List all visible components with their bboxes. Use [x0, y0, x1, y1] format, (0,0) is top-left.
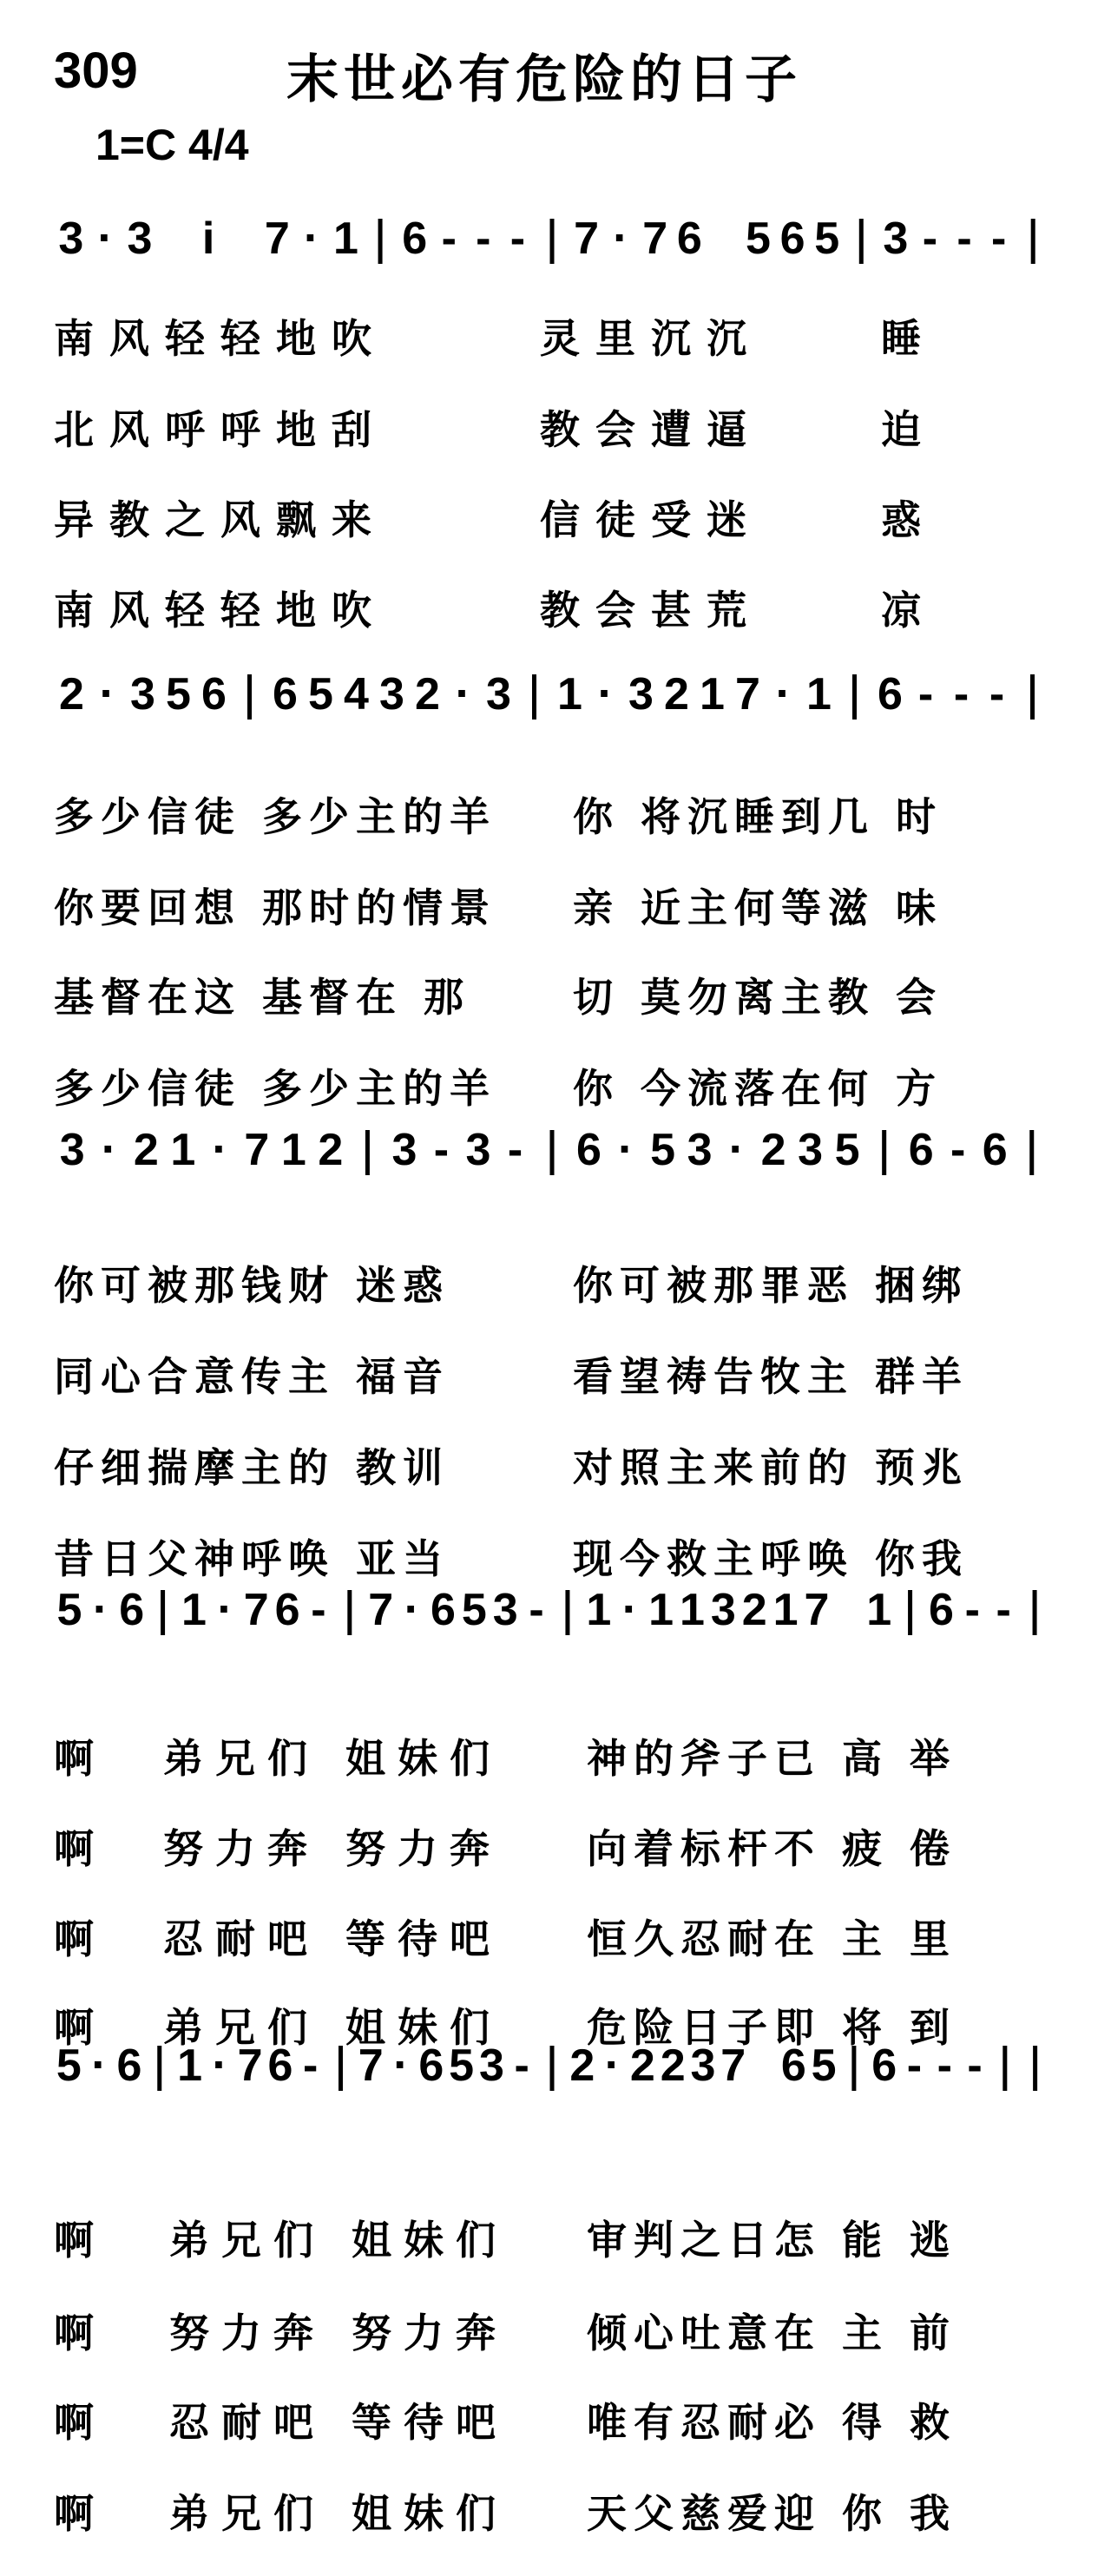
lyric-line	[0, 1057, 1111, 1112]
lyric-phrase: 啊	[54, 2490, 109, 2537]
note-glyph: 6	[402, 214, 428, 264]
lyric-phrase: 恒久忍耐在 主 里	[587, 1916, 957, 1962]
lyric-phrase: 啊	[54, 2004, 109, 2051]
note-glyph: ·	[91, 2039, 108, 2091]
lyric-phrase: 努力奔 努力奔	[163, 1825, 503, 1872]
note-glyph: 1	[648, 1585, 674, 1635]
note-glyph: 2	[760, 1125, 786, 1175]
note-glyph: 1	[866, 1585, 892, 1635]
lyric-phrase: 啊	[54, 2217, 109, 2264]
sustain-dash: -	[996, 1585, 1011, 1635]
note-glyph: 7	[735, 669, 760, 720]
lyric-phrase: 睡	[881, 315, 937, 362]
sustain-dash: -	[441, 214, 457, 264]
note-glyph: 1	[181, 1585, 207, 1635]
note-glyph: 5	[746, 214, 771, 264]
lyric-phrase: 多少信徒 多少主的羊	[54, 1065, 497, 1112]
lyric-phrase: 亲 近主何等滋 味	[573, 884, 943, 931]
lyric-phrase: 凉	[881, 587, 937, 634]
note-glyph: 3	[130, 669, 155, 720]
note-glyph: 3	[127, 214, 153, 264]
note-glyph: 1	[700, 669, 725, 720]
lyric-phrase: 弟兄们 姐妹们	[163, 2004, 503, 2051]
note-glyph: 3	[391, 1125, 417, 1175]
note-glyph: ·	[775, 667, 792, 720]
note-glyph: 1	[170, 1125, 196, 1175]
lyric-phrase: 对照主来前的 预兆	[573, 1444, 970, 1491]
lyric-phrase: 基督在这 基督在 那	[54, 974, 471, 1021]
lyric-line	[0, 1817, 1111, 1870]
lyric-phrase: 多少信徒 多少主的羊	[54, 793, 497, 840]
lyric-phrase: 啊	[54, 1735, 109, 1782]
sustain-dash: -	[964, 1585, 980, 1635]
note-glyph: 2	[664, 669, 689, 720]
lyric-line	[0, 2391, 1111, 2446]
lyric-line	[0, 489, 1111, 541]
sustain-dash: -	[514, 2040, 529, 2091]
notation-svg-2	[0, 647, 1111, 751]
lyric-line	[0, 1436, 1111, 1491]
lyric-phrase: 昔日父神呼唤 亚当	[54, 1535, 450, 1582]
note-glyph: 6	[273, 669, 298, 720]
note-glyph: 7	[243, 1585, 269, 1635]
note-glyph: 5	[308, 669, 333, 720]
note-glyph: 6	[267, 2040, 293, 2091]
note-glyph: ·	[212, 2039, 228, 2091]
lyric-line	[0, 307, 1111, 362]
sustain-dash: -	[433, 1125, 450, 1175]
note-glyph: 3	[486, 669, 511, 720]
note-glyph: ·	[92, 1583, 108, 1635]
sustain-dash: -	[953, 669, 970, 720]
note-glyph: 7	[574, 214, 600, 264]
lyric-phrase: 审判之日怎 能 逃	[587, 2217, 957, 2264]
lyric-line	[0, 2209, 1111, 2264]
note-glyph: 3	[478, 2040, 504, 2091]
note-glyph: ·	[212, 1123, 228, 1175]
note-glyph: 1	[557, 669, 582, 720]
note-glyph: 4	[344, 669, 369, 720]
sustain-dash: -	[509, 214, 526, 264]
sustain-dash: -	[967, 2040, 983, 2091]
note-glyph: 5	[461, 1585, 487, 1635]
note-glyph: 6	[908, 1125, 934, 1175]
lyric-phrase: 啊	[54, 2399, 109, 2446]
lyric-phrase: 迫	[881, 406, 937, 453]
lyric-line	[0, 579, 1111, 634]
lyric-phrase: 啊	[54, 1916, 109, 1962]
note-glyph: ·	[393, 2039, 410, 2091]
note-glyph: 5	[166, 669, 191, 720]
note-glyph: 7	[368, 1585, 394, 1635]
note-glyph: 2	[133, 1125, 159, 1175]
note-glyph: 5	[650, 1125, 676, 1175]
lyric-phrase: 唯有忍耐必 得 救	[587, 2399, 957, 2446]
lyric-phrase: 你 今流落在何 方	[573, 1065, 943, 1112]
note-glyph: ·	[97, 212, 114, 264]
note-glyph: 6	[878, 669, 903, 720]
notation-line-3	[0, 1102, 1111, 1206]
note-glyph: 7	[642, 214, 668, 264]
note-glyph: 6	[928, 1585, 954, 1635]
lyric-phrase: 弟兄们 姐妹们	[169, 2490, 509, 2537]
lyric-phrase: 仔细揣摩主的 教训	[54, 1444, 450, 1491]
lyric-phrase: 你要回想 那时的情景	[54, 884, 497, 931]
note-glyph: ·	[728, 1123, 745, 1175]
lyric-phrase: 忍耐吧 等待吧	[163, 1916, 503, 1962]
note-glyph: 2	[59, 669, 84, 720]
note-glyph: ·	[618, 1123, 634, 1175]
note-glyph: 2	[318, 1125, 344, 1175]
notation-svg-3	[0, 1102, 1111, 1206]
lyric-line	[0, 1345, 1111, 1400]
note-glyph: 5	[811, 2040, 837, 2091]
sustain-dash: -	[950, 1125, 966, 1175]
note-glyph: 6	[274, 1585, 300, 1635]
lyric-phrase: 你 将沉睡到几 时	[573, 793, 943, 840]
lyric-phrase: 看望祷告牧主 群羊	[573, 1353, 970, 1400]
lyric-line	[0, 2302, 1111, 2354]
lyric-phrase: 信徒受迷	[540, 496, 762, 543]
note-glyph: 3	[687, 1125, 713, 1175]
note-glyph: 5	[834, 1125, 860, 1175]
lyric-phrase: 教会甚荒	[540, 587, 762, 634]
note-glyph: 3	[690, 2040, 716, 2091]
note-glyph: 7	[720, 2040, 746, 2091]
note-glyph: 5	[56, 2040, 82, 2091]
notation-line-2	[0, 647, 1111, 751]
sustain-dash: -	[507, 1125, 523, 1175]
note-glyph: 3	[59, 1125, 85, 1175]
note-glyph: 6	[871, 2040, 897, 2091]
note-glyph: i	[201, 214, 215, 264]
lyric-line	[0, 1528, 1111, 1580]
lyric-phrase: 啊	[54, 2310, 109, 2356]
sustain-dash: -	[957, 214, 972, 264]
lyric-phrase: 啊	[54, 1825, 109, 1872]
lyric-line	[0, 785, 1111, 838]
sustain-dash: -	[990, 214, 1007, 264]
lyric-phrase: 同心合意传主 福音	[54, 1353, 450, 1400]
sustain-dash: -	[906, 2040, 923, 2091]
lyric-phrase: 惑	[881, 496, 937, 543]
note-glyph: ·	[455, 667, 471, 720]
lyric-phrase: 北风呼呼地刮	[54, 406, 387, 453]
note-glyph: 2	[629, 2040, 655, 2091]
lyric-phrase: 灵里沉沉	[540, 315, 762, 362]
note-glyph: 1	[806, 669, 832, 720]
note-glyph: 1	[280, 1125, 306, 1175]
note-glyph: 1	[772, 1585, 799, 1635]
lyric-line	[0, 1254, 1111, 1309]
lyric-phrase: 切 莫勿离主教 会	[573, 974, 943, 1021]
note-glyph: ·	[404, 1583, 420, 1635]
note-glyph: ·	[303, 212, 319, 264]
note-glyph: 1	[679, 1585, 705, 1635]
note-glyph: 3	[379, 669, 404, 720]
notation-svg-1	[0, 191, 1111, 295]
sustain-dash: -	[311, 1585, 326, 1635]
note-glyph: 1	[586, 1585, 612, 1635]
sustain-dash: -	[303, 2040, 319, 2091]
lyric-phrase: 倾心吐意在 主 前	[587, 2310, 957, 2356]
note-glyph: 3	[798, 1125, 824, 1175]
lyric-line	[0, 2482, 1111, 2537]
lyric-phrase: 你可被那罪恶 捆绑	[573, 1262, 970, 1309]
note-glyph: 2	[660, 2040, 686, 2091]
lyric-phrase: 你可被那钱财 迷惑	[54, 1262, 450, 1309]
lyric-phrase: 现今救主呼唤 你我	[573, 1535, 970, 1582]
note-glyph: 6	[780, 2040, 806, 2091]
lyric-phrase: 向着标杆不 疲 倦	[587, 1825, 957, 1872]
note-glyph: ·	[621, 1583, 638, 1635]
note-glyph: ·	[597, 667, 614, 720]
note-glyph: 7	[358, 2040, 384, 2091]
note-glyph: 5	[449, 2040, 475, 2091]
note-glyph: 7	[237, 2040, 263, 2091]
note-glyph: 5	[814, 214, 840, 264]
note-glyph: 3	[465, 1125, 491, 1175]
lyric-phrase: 南风轻轻地吹	[54, 587, 387, 634]
note-glyph: 2	[569, 2040, 595, 2091]
notation-line-1	[0, 191, 1111, 295]
note-glyph: 7	[244, 1125, 270, 1175]
lyric-line	[0, 1908, 1111, 1960]
note-glyph: ·	[613, 212, 629, 264]
sustain-dash: -	[476, 214, 491, 264]
note-glyph: ·	[101, 1123, 117, 1175]
note-glyph: 6	[676, 214, 702, 264]
note-glyph: 6	[418, 2040, 444, 2091]
note-glyph: 6	[982, 1125, 1008, 1175]
sustain-dash: -	[937, 2040, 952, 2091]
note-glyph: 7	[264, 214, 290, 264]
note-glyph: 3	[883, 214, 909, 264]
lyric-phrase: 弟兄们 姐妹们	[169, 2217, 509, 2264]
note-glyph: 2	[741, 1585, 767, 1635]
lyric-phrase: 教会遭逼	[540, 406, 762, 453]
note-glyph: ·	[217, 1583, 233, 1635]
lyric-phrase: 天父慈爱迎 你 我	[587, 2490, 957, 2537]
lyric-line	[0, 1727, 1111, 1782]
note-glyph: 2	[415, 669, 440, 720]
note-glyph: 6	[201, 669, 227, 720]
hymn-title: 末世必有危险的日子	[286, 49, 802, 110]
lyric-phrase: 神的斧子已 高 举	[587, 1735, 957, 1782]
sustain-dash: -	[989, 669, 1005, 720]
lyric-phrase: 努力奔 努力奔	[169, 2310, 509, 2356]
key-signature: 1=C 4/4	[95, 121, 249, 169]
note-glyph: 5	[56, 1585, 82, 1635]
note-glyph: 3	[628, 669, 654, 720]
sustain-dash: -	[922, 214, 938, 264]
note-glyph: 6	[779, 214, 805, 264]
note-glyph: 7	[804, 1585, 830, 1635]
lyric-phrase: 南风轻轻地吹	[54, 315, 387, 362]
note-glyph: 6	[116, 2040, 142, 2091]
lyric-line	[0, 877, 1111, 929]
note-glyph: 6	[430, 1585, 456, 1635]
hymn-number: 309	[54, 43, 138, 99]
note-glyph: ·	[604, 2039, 621, 2091]
lyric-line	[0, 1996, 1111, 2051]
note-glyph: 6	[576, 1125, 602, 1175]
lyric-phrase: 弟兄们 姐妹们	[163, 1735, 503, 1782]
lyric-line	[0, 398, 1111, 453]
note-glyph: ·	[99, 667, 115, 720]
note-glyph: 3	[492, 1585, 518, 1635]
lyric-line	[0, 966, 1111, 1021]
lyric-phrase: 忍耐吧 等待吧	[169, 2399, 509, 2446]
note-glyph: 3	[58, 214, 84, 264]
sustain-dash: -	[917, 669, 934, 720]
note-glyph: 1	[177, 2040, 203, 2091]
note-glyph: 1	[333, 214, 358, 264]
sustain-dash: -	[529, 1585, 544, 1635]
note-glyph: 3	[710, 1585, 736, 1635]
note-glyph: 6	[119, 1585, 145, 1635]
lyric-phrase: 危险日子即 将 到	[587, 2004, 957, 2051]
lyric-phrase: 异教之风飘来	[54, 496, 387, 543]
